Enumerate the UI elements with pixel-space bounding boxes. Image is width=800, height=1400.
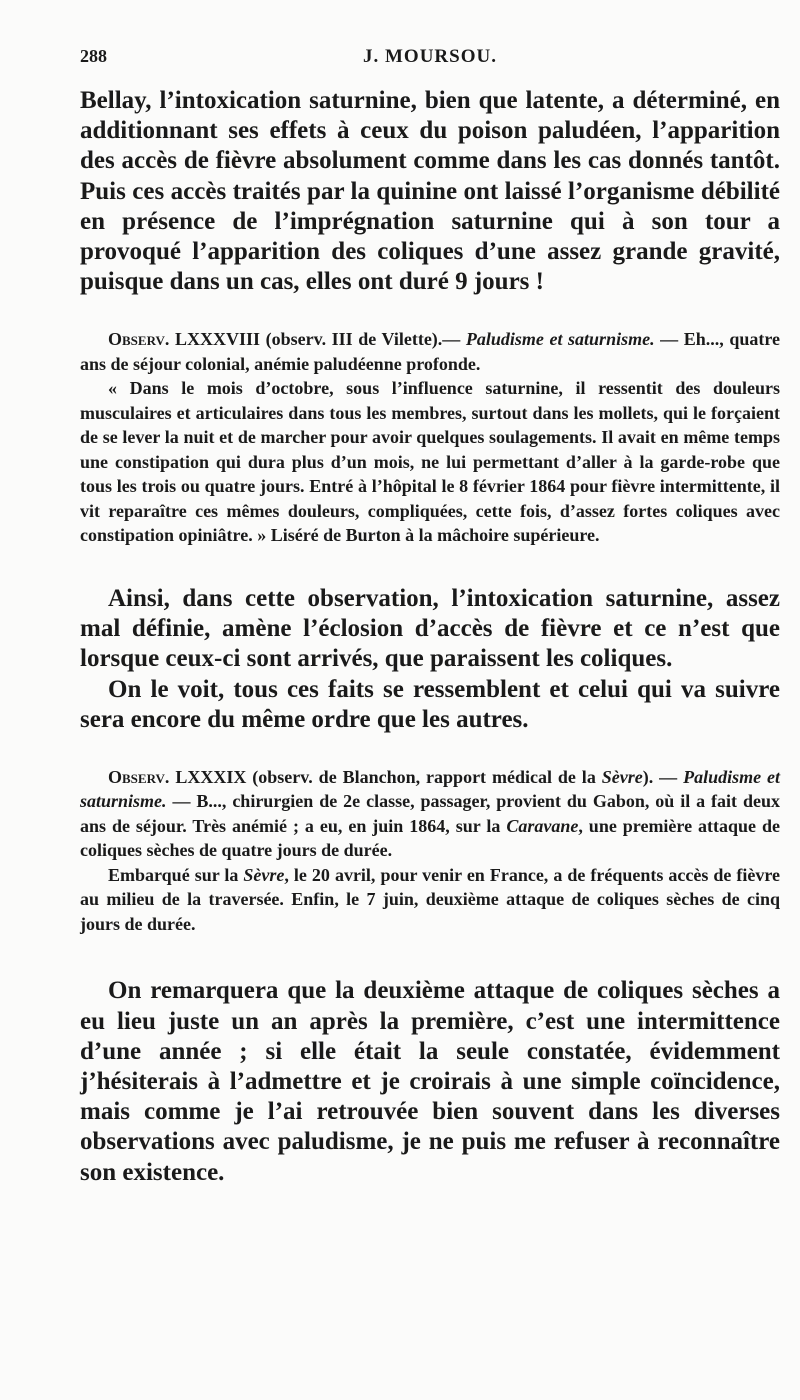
observation-label: Observ.	[108, 329, 170, 350]
observation-89-heading	[80, 765, 780, 863]
paragraph-2: Ainsi, dans cette observation, l’intoxication saturnine, assez mal définie, amène l’éclosion d’accès de fièvre et ce n’est que lorsque ceux-ci sont arrivés, que paraissent les coliques.	[80, 584, 780, 673]
page-header	[80, 40, 780, 80]
observation-label: Observ.	[108, 766, 170, 787]
ship-name: Caravane	[506, 815, 579, 836]
page-number: 288	[80, 46, 107, 66]
observation-89-details	[80, 863, 780, 937]
observation-title: Paludisme et saturnisme.	[80, 766, 780, 812]
observation-number: LXXXIX (observ. de Blanchon, rapport médical de la	[169, 766, 602, 787]
ship-name: Sèvre	[601, 766, 643, 787]
observation-detail-end: , le 20 avril, pour venir en France, a de fréquents accès de fièvre au milieu de la traversée. Enfin, le 7 juin, deuxième attaque de coliques sèches de cinq jours de durée.	[80, 864, 780, 934]
observation-summary: — B..., chirurgien de 2e classe, passager, provient du Gabon, où il a fait deux ans de séjour. Très anémié ; a eu, en juin 1864, sur la	[80, 791, 780, 836]
paragraph-3: On le voit, tous ces faits se ressemblent et celui qui va suivre sera encore du même ordre que les autres.	[80, 675, 780, 733]
observation-summary: — Eh..., quatre ans de séjour colonial, anémie paludéenne profonde.	[80, 329, 781, 374]
running-head: J. MOURSOU.	[363, 46, 497, 67]
observation-summary-end: , une première attaque de coliques sèches de quatre jours de durée.	[80, 815, 780, 861]
observation-88-quote: « Dans le mois d’octobre, sous l’influence saturnine, il ressentit des douleurs musculaires et articulaires dans tous les membres, surtout dans les mollets, qui le forçaient de se lever la nuit et de marcher pour avoir quelques soulagements. Il avait en même temps une constipation qui dura plus d’un mois, ne lui permettant d’aller à la garde-robe que tous les trois ou quatre jours. Entré à l’hôpital le 8 février 1864 pour fièvre intermittente, il vit reparaître ces mêmes douleurs, compliquées, cette fois, d’assez fortes coliques avec constipation opiniâtre. » Liséré de Burton à la mâchoire supérieure.	[80, 378, 780, 546]
observation-separator: ). —	[642, 766, 684, 787]
page-content	[80, 86, 780, 1188]
paragraph-1: Bellay, l’intoxication saturnine, bien que latente, a déterminé, en additionnant ses effets à ceux du poison paludéen, l’apparition des accès de fièvre absolument comme dans les cas donnés tantôt. Puis ces accès traités par la quinine ont laissé l’organisme débilité en présence de l’imprégnation saturnine qui à son tour a provoqué l’apparition des coliques d’une assez grande gravité, puisque dans un cas, elles ont duré 9 jours !	[80, 87, 780, 296]
observation-number: LXXXVIII (observ. III de Vilette).—	[169, 329, 466, 350]
observation-detail-start: Embarqué sur la	[108, 864, 244, 885]
observation-title: Paludisme et saturnisme.	[465, 329, 655, 350]
ship-name: Sèvre	[243, 864, 285, 885]
paragraph-4: On remarquera que la deuxième attaque de coliques sèches a eu lieu juste un an après la première, c’est une intermittence d’une année ; si elle était la seule constatée, évidemment j’hésiterais à l’admettre et je croirais à une simple coïncidence, mais comme je l’ai retrouvée bien souvent dans les diverses observations avec paludisme, je ne puis me refuser à reconnaître son existence.	[80, 977, 780, 1186]
observation-88-heading	[80, 327, 780, 376]
